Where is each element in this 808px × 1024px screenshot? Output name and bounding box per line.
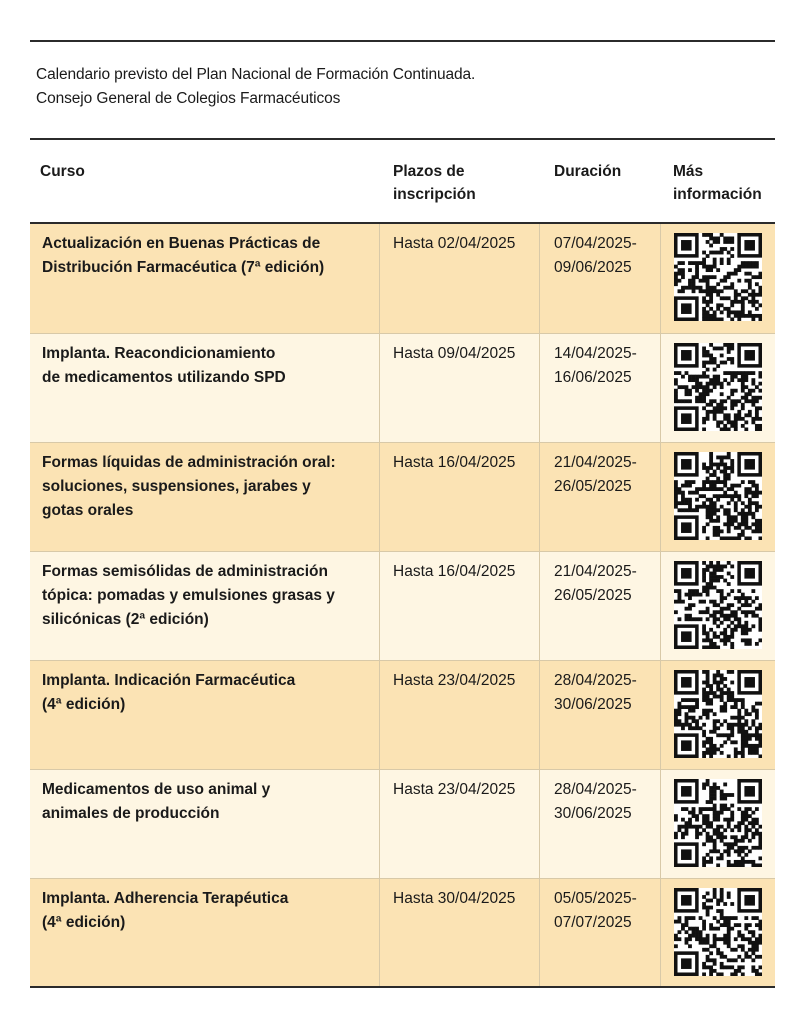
registration-deadline: Hasta 02/04/2025 — [393, 235, 516, 252]
header-info-line-1: Más — [673, 163, 704, 180]
duration-end: 30/06/2025 — [554, 696, 632, 713]
duration-start: 28/04/2025- — [554, 781, 637, 798]
course-duration — [554, 232, 664, 280]
registration-deadline: Hasta 23/04/2025 — [393, 781, 516, 798]
header-deadline — [393, 160, 476, 206]
column-divider — [379, 552, 380, 660]
qr-code-icon[interactable] — [674, 888, 762, 976]
qr-code-icon[interactable] — [674, 343, 762, 431]
course-title-line: (4ª edición) — [42, 914, 126, 931]
course-title-line: de medicamentos utilizando SPD — [42, 369, 286, 386]
course-title — [42, 778, 362, 826]
qr-code-icon[interactable] — [674, 561, 762, 649]
course-title-line: soluciones, suspensiones, jarabes y — [42, 478, 311, 495]
column-divider — [379, 224, 380, 333]
header-deadline-line-2: inscripción — [393, 186, 476, 203]
qr-pattern — [674, 233, 762, 321]
duration-start: 07/04/2025- — [554, 235, 637, 252]
course-title-line: Formas semisólidas de administración — [42, 563, 328, 580]
course-title-line: (4ª edición) — [42, 696, 126, 713]
caption-line-2: Consejo General de Colegios Farmacéuticos — [36, 90, 341, 107]
column-divider — [379, 334, 380, 442]
registration-deadline: Hasta 09/04/2025 — [393, 345, 516, 362]
qr-pattern — [674, 343, 762, 431]
column-divider — [539, 334, 540, 442]
duration-end: 07/07/2025 — [554, 914, 632, 931]
table-row — [30, 769, 775, 878]
header-top-rule — [30, 138, 775, 140]
course-title-line: silicónicas (2ª edición) — [42, 611, 209, 628]
course-title-line: gotas orales — [42, 502, 134, 519]
registration-deadline: Hasta 16/04/2025 — [393, 454, 516, 471]
course-title-line: Distribución Farmacéutica (7ª edición) — [42, 259, 325, 276]
duration-start: 21/04/2025- — [554, 563, 637, 580]
course-title — [42, 669, 362, 717]
qr-pattern — [674, 670, 762, 758]
registration-deadline: Hasta 16/04/2025 — [393, 563, 516, 580]
registration-deadline: Hasta 23/04/2025 — [393, 672, 516, 689]
course-duration — [554, 887, 664, 935]
duration-end: 09/06/2025 — [554, 259, 632, 276]
course-title-line: Medicamentos de uso animal y — [42, 781, 271, 798]
table-row — [30, 333, 775, 442]
duration-start: 14/04/2025- — [554, 345, 637, 362]
table-row — [30, 660, 775, 769]
course-duration — [554, 778, 664, 826]
course-title-line: Actualización en Buenas Prácticas de — [42, 235, 321, 252]
qr-code-icon[interactable] — [674, 779, 762, 867]
table-row — [30, 224, 775, 333]
column-divider — [539, 770, 540, 878]
duration-end: 26/05/2025 — [554, 587, 632, 604]
course-title — [42, 560, 362, 632]
duration-start: 28/04/2025- — [554, 672, 637, 689]
course-title-line: animales de producción — [42, 805, 220, 822]
duration-end: 16/06/2025 — [554, 369, 632, 386]
column-divider — [539, 443, 540, 551]
caption-line-1: Calendario previsto del Plan Nacional de Formación Continuada. — [36, 66, 476, 83]
header-course: Curso — [40, 163, 85, 180]
duration-start: 05/05/2025- — [554, 890, 637, 907]
course-title-line: Implanta. Indicación Farmacéutica — [42, 672, 296, 689]
course-title — [42, 887, 362, 935]
course-duration — [554, 560, 664, 608]
course-title-line: Formas líquidas de administración oral: — [42, 454, 336, 471]
course-title-line: tópica: pomadas y emulsiones grasas y — [42, 587, 335, 604]
table-row — [30, 551, 775, 660]
header-deadline-line-1: Plazos de — [393, 163, 465, 180]
course-title — [42, 232, 362, 280]
course-table — [30, 224, 775, 988]
qr-pattern — [674, 779, 762, 867]
course-title-line: Implanta. Reacondicionamiento — [42, 345, 276, 362]
table-row — [30, 878, 775, 988]
column-divider — [379, 770, 380, 878]
table-row — [30, 442, 775, 551]
column-divider — [379, 443, 380, 551]
course-duration — [554, 669, 664, 717]
qr-pattern — [674, 452, 762, 540]
qr-pattern — [674, 888, 762, 976]
qr-code-icon[interactable] — [674, 452, 762, 540]
header-duration: Duración — [554, 163, 622, 180]
top-rule — [30, 40, 775, 42]
column-divider — [379, 879, 380, 986]
column-divider — [379, 661, 380, 769]
course-title-line: Implanta. Adherencia Terapéutica — [42, 890, 289, 907]
duration-end: 26/05/2025 — [554, 478, 632, 495]
course-title — [42, 342, 362, 390]
course-duration — [554, 451, 664, 499]
qr-pattern — [674, 561, 762, 649]
header-info — [673, 160, 762, 206]
duration-end: 30/06/2025 — [554, 805, 632, 822]
header-info-line-2: información — [673, 186, 762, 203]
column-divider — [539, 224, 540, 333]
column-divider — [539, 552, 540, 660]
duration-start: 21/04/2025- — [554, 454, 637, 471]
table-caption — [36, 63, 475, 111]
column-divider — [539, 879, 540, 986]
registration-deadline: Hasta 30/04/2025 — [393, 890, 516, 907]
qr-code-icon[interactable] — [674, 233, 762, 321]
course-title — [42, 451, 362, 523]
qr-code-icon[interactable] — [674, 670, 762, 758]
column-divider — [539, 661, 540, 769]
course-duration — [554, 342, 664, 390]
